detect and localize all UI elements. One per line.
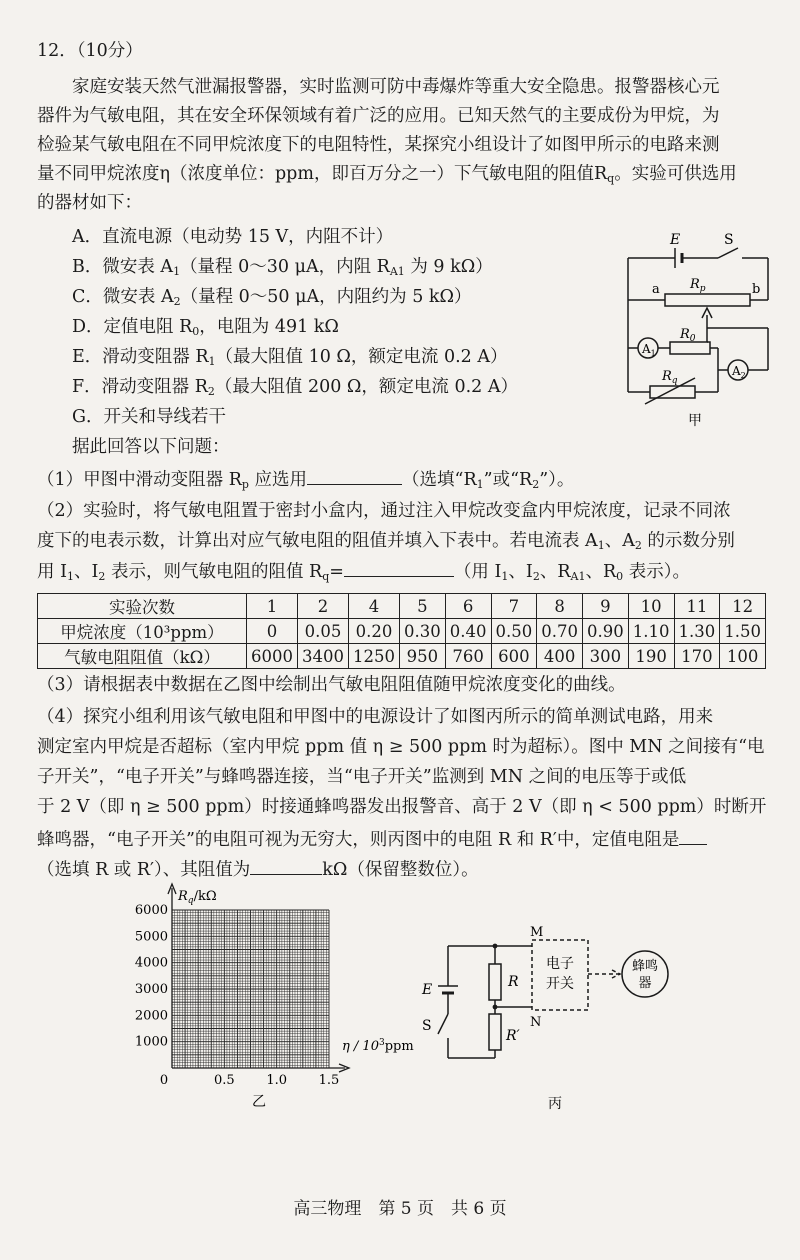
- electronic-switch-box: [532, 940, 588, 1010]
- question-number: 12．（10分）: [37, 41, 143, 61]
- node-m: [493, 944, 498, 949]
- origin-label: 0: [159, 1073, 169, 1088]
- table-header-resistance: 气敏电阻阻值（kΩ）: [38, 644, 247, 669]
- option-b: B．微安表 $A_1$（量程 0～30 μA，内阻 $R_{A1}$ 为 9 kΩ）: [72, 257, 493, 278]
- table-row-concentration: 甲烷浓度（10³ppm） 0 0.05 0.20 0.30 0.40 0.50 0.70 0.90 1.10 1.30 1.50: [38, 619, 766, 644]
- node-n: [493, 1005, 498, 1010]
- figure-bing-circuit: [420, 918, 700, 1118]
- y-tick-6000: 6000: [134, 903, 168, 918]
- y-tick-5000: 5000: [134, 929, 168, 945]
- q4-fixed-resistor-blank[interactable]: [679, 828, 707, 845]
- prompt: 据此回答以下问题：: [72, 437, 230, 457]
- data-table: [37, 593, 766, 669]
- q2-line-2: 度下的电表示数，计算出对应气敏电阻的阻值并填入下表中。若电流表 $A_1$、$A_2$ 的示数分别: [37, 531, 735, 552]
- label-a1: $A_1$: [642, 342, 656, 358]
- q4-line-2: 测定室内甲烷是否超标（室内甲烷 ppm 值 η ≥ 500 ppm 时为超标）。图中 MN 之间接有“电: [37, 737, 765, 757]
- option-c: C．微安表 $A_2$（量程 0～50 μA，内阻约为 5 kΩ）: [72, 287, 472, 308]
- q2-line-3: 用 $I_1$、$I_2$ 表示，则气敏电阻的阻值 $R_q=$ （用 $I_1$、$I_2$、$R_{A1}$、$R_0$ 表示）。: [37, 562, 690, 583]
- x-axis-label: η / $10^3ppm$: [342, 1038, 414, 1054]
- label-Rprime: R′: [506, 1028, 520, 1044]
- label-M: M: [530, 925, 544, 940]
- label-a: a: [652, 282, 660, 297]
- q4-line-3: 子开关”，“电子开关”与蜂鸣器连接，当“电子开关”监测到 MN 之间的电压等于或低: [37, 767, 687, 787]
- caption-yi: 乙: [252, 1094, 266, 1110]
- table-header-trial: 实验次数: [38, 594, 247, 619]
- label-S: S: [724, 232, 734, 248]
- resistor-rprime: [489, 1014, 501, 1050]
- y-tick-1000: 1000: [134, 1034, 168, 1050]
- option-g: G．开关和导线若干: [72, 407, 226, 427]
- graph-grid-lines: [172, 910, 329, 1068]
- label-R: R: [508, 974, 519, 990]
- q2-line-1: （2）实验时，将气敏电阻置于密封小盒内，通过注入甲烷改变盒内甲烷浓度，记录不同浓: [37, 501, 731, 521]
- caption-jia: 甲: [688, 413, 702, 429]
- y-tick-4000: 4000: [134, 955, 168, 971]
- buzzer-label-1: 蜂鸣: [631, 959, 659, 974]
- q4-line-6: （选填 R 或 R′）、其阻值为 kΩ（保留整数位）。: [37, 860, 479, 880]
- label-E: E: [670, 232, 681, 248]
- y-tick-3000: 3000: [134, 982, 168, 997]
- y-tick-2000: 2000: [134, 1008, 168, 1024]
- intro-line-2: 器件为气敏电阻，其在安全环保领域有着广泛的应用。已知天然气的主要成份为甲烷，为: [37, 106, 720, 126]
- option-d: D．定值电阻 $R_0$，电阻为 491 kΩ: [72, 317, 339, 338]
- option-a: A．直流电源（电动势 15 V，内阻不计）: [72, 227, 394, 247]
- figure-yi-grid: [120, 880, 420, 1112]
- switch-label-2: 开关: [546, 976, 574, 992]
- q2-answer-blank[interactable]: [344, 560, 454, 577]
- table-header-concentration: 甲烷浓度（10³ppm）: [38, 619, 247, 644]
- option-e: E．滑动变阻器 $R_1$（最大阻值 10 Ω，额定电流 0.2 A）: [72, 347, 508, 368]
- q4-resistance-blank[interactable]: [250, 858, 322, 875]
- label-b: b: [752, 282, 761, 297]
- table-row-trials: 实验次数 1 2 4 5 6 7 8 9 10 11 12: [38, 594, 766, 619]
- label-r0: $R_0$: [680, 327, 696, 344]
- switch-label-1: 电子: [546, 956, 574, 972]
- rheostat-rp: [665, 294, 750, 306]
- switch-lever: [718, 248, 738, 258]
- option-f: F．滑动变阻器 $R_2$（最大阻值 200 Ω，额定电流 0.2 A）: [72, 377, 519, 398]
- gas-resistor-rq: [650, 386, 695, 398]
- intro-line-4: 量不同甲烷浓度η（浓度单位：ppm，即百万分之一）下气敏电阻的阻值$R_q$。实验可供选用: [37, 164, 737, 185]
- x-tick-1-0: 1.0: [266, 1073, 288, 1088]
- q1-line: （1）甲图中滑动变阻器 $R_p$ 应选用 （选填“$R_1$”或“$R_2$”）。: [37, 470, 575, 491]
- caption-bing: 丙: [548, 1096, 562, 1112]
- intro-line-3: 检验某气敏电阻在不同甲烷浓度下的电阻特性，某探究小组设计了如图甲所示的电路来测: [37, 135, 720, 155]
- switch-lever: [438, 1014, 448, 1034]
- intro-line-1: 家庭安装天然气泄漏报警器，实时监测可防中毒爆炸等重大安全隐患。报警器核心元: [72, 77, 720, 97]
- label-S: S: [422, 1018, 432, 1034]
- q4-line-5: 蜂鸣器，“电子开关”的电阻可视为无穷大，则丙图中的电阻 R 和 R′中，定值电阻是: [37, 828, 707, 851]
- label-a2: $A_2$: [732, 364, 746, 380]
- page-footer: 高三物理 第 5 页 共 6 页: [293, 1199, 507, 1219]
- q3-line: （3）请根据表中数据在乙图中绘制出气敏电阻阻值随甲烷浓度变化的曲线。: [37, 675, 626, 695]
- q1-answer-blank[interactable]: [307, 468, 402, 485]
- x-tick-1-5: 1.5: [318, 1073, 340, 1088]
- q4-line-4: 于 2 V（即 η ≥ 500 ppm）时接通蜂鸣器发出报警音、高于 2 V（即 η < 500 ppm）时断开: [37, 797, 767, 817]
- intro-line-5: 的器材如下：: [37, 193, 142, 213]
- table-row-resistance: 气敏电阻阻值（kΩ） 6000 3400 1250 950 760 600 400 300 190 170 100: [38, 644, 766, 669]
- q4-line-1: （4）探究小组利用该气敏电阻和甲图中的电源设计了如图丙所示的简单测试电路，用来: [37, 707, 714, 727]
- label-rq: $R_q$: [662, 369, 678, 386]
- label-rp: $R_p$: [690, 277, 706, 294]
- label-E: E: [422, 982, 433, 998]
- x-tick-0-5: 0.5: [213, 1073, 235, 1088]
- y-axis-label: $R_q/k\Omega$: [178, 889, 217, 906]
- resistor-r: [489, 964, 501, 1000]
- figure-jia-circuit: [600, 230, 790, 435]
- buzzer-label-2: 器: [638, 976, 652, 991]
- label-N: N: [530, 1015, 542, 1030]
